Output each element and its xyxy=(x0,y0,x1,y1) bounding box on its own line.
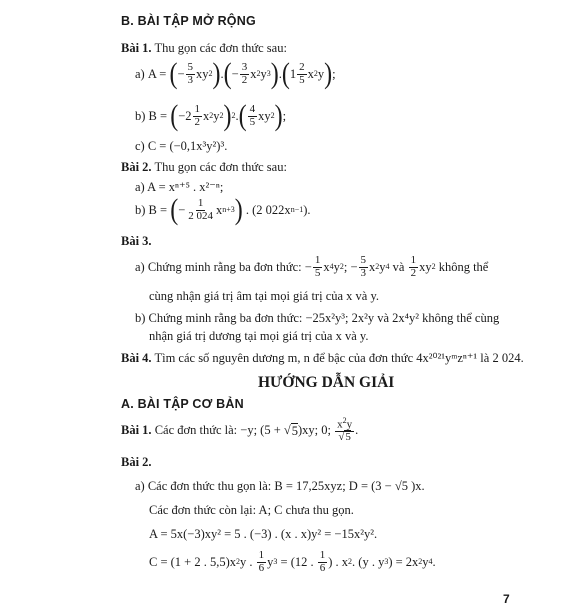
solution-2-label: Bài 2. xyxy=(121,455,152,469)
exercise-1-heading xyxy=(121,41,287,55)
exercise-3a-formula: a) Chứng minh rằng ba đơn thức: − $\frac{1}{5}$ x 4 y 2 ; − $\frac{5}{3}$ x 2 y 4 và $\frac{1}{2}$ xy 2 không thể xyxy=(135,254,489,279)
exercise-prompt: Thu gọn các đơn thức sau: xyxy=(154,160,287,174)
section-title-extended: B. BÀI TẬP MỞ RỘNG xyxy=(121,14,256,28)
exercise-1a-formula: a) A = ( − $\frac{5}{3}$ xy 2 ) . ( − $\frac{3}{2}$ x 2 y 3 ) . ( 1 $\frac{2}{5}$ x 2 y ) ; xyxy=(135,57,336,91)
exercise-1b-formula: b) B = ( −2 $\frac{1}{2}$ x 2 y 2 ) 2 . ( $\frac{4}{5}$ xy 2 ) ; xyxy=(135,99,287,133)
exercise-2-heading xyxy=(121,160,287,174)
solution-label: Bài 1. xyxy=(121,423,152,438)
exercise-prompt: Thu gọn các đơn thức sau: xyxy=(154,41,287,55)
exercise-2b-formula: b) B = ( − $\frac{1}{2 024}$ x n+3 ) . (2 022x n−1 ). xyxy=(135,193,311,227)
exercise-4-text: Tìm các số nguyên dương m, n để bậc của đơn thức 4x²⁰²¹yᵐzⁿ⁺¹ là 2 024. xyxy=(154,351,524,365)
solution-1: Bài 1. Các đơn thức là: −y; (5 + √ 5 )xy; 0; $\frac{x^2y}{√5}$ . xyxy=(121,416,359,444)
section-title-basic: A. BÀI TẬP CƠ BẢN xyxy=(121,397,244,411)
exercise-3b-line1: b) Chứng minh rằng ba đơn thức: −25x²y³; 2x²y và 2x⁴y² không thể cùng xyxy=(135,311,500,325)
solution-2a-line2: Các đơn thức còn lại: A; C chưa thu gọn. xyxy=(149,503,354,517)
exercise-label: Bài 2. xyxy=(121,160,152,174)
exercise-4 xyxy=(121,351,524,365)
exercise-label: Bài 4. xyxy=(121,351,152,365)
solution-2a-line3: A = 5x(−3)xy² = 5 . (−3) . (x . x)y² = −15x²y². xyxy=(149,527,378,541)
exercise-3-label: Bài 3. xyxy=(121,234,152,248)
solution-2a-line1: a) Các đơn thức thu gọn là: B = 17,25xyz; D = (3 − √5 )x. xyxy=(135,479,425,493)
solutions-title: HƯỚNG DẪN GIẢI xyxy=(258,374,395,391)
exercise-label: Bài 1. xyxy=(121,41,152,55)
exercise-3a-line2: cùng nhận giá trị âm tại mọi giá trị của x và y. xyxy=(149,289,380,303)
solution-2a-line4: C = (1 + 2 . 5,5)x 2 y . $\frac{1}{6}$ y 3 = (12 . $\frac{1}{6}$ ) . x 2 . (y . y 3 ) = 2x 2 y 4 . xyxy=(149,549,436,574)
exercise-2a-text: a) A = xⁿ⁺⁵ . x²⁻ⁿ; xyxy=(135,180,224,194)
page-number: 7 xyxy=(503,592,510,606)
exercise-3b-line2: nhận giá trị dương tại mọi giá trị của x và y. xyxy=(149,329,369,343)
exercise-1c-text: c) C = (−0,1x³y²)³. xyxy=(135,139,228,153)
